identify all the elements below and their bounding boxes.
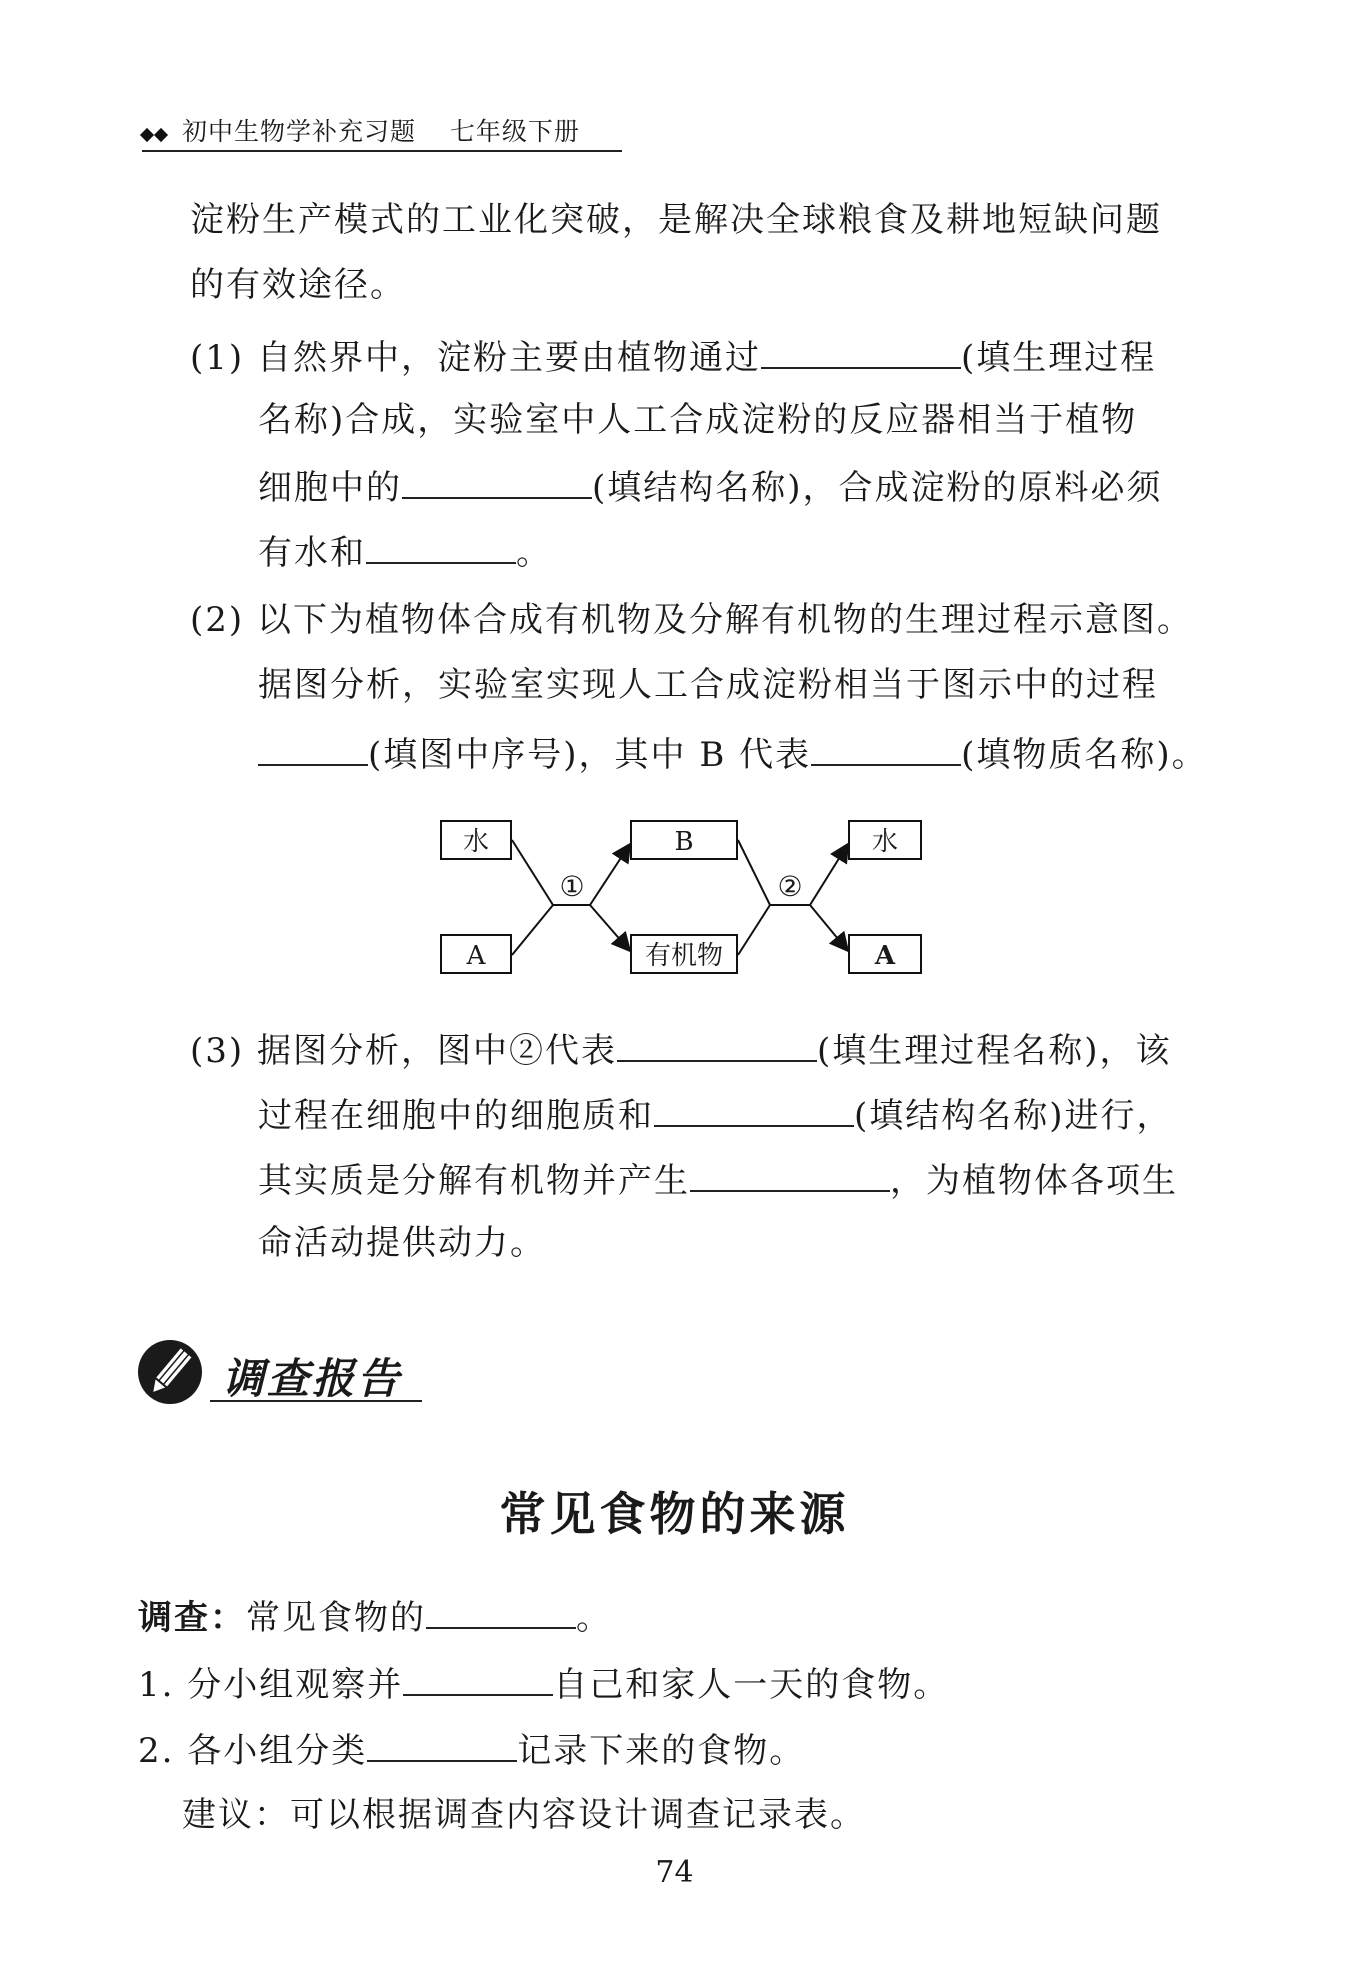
q2-text: (填图中序号)，其中 B 代表 — [368, 735, 812, 775]
survey-line — [138, 1595, 612, 1638]
q1-line-2: 名称)合成，实验室中人工合成淀粉的反应器相当于植物 — [258, 400, 1138, 440]
answer-blank[interactable] — [617, 1028, 817, 1062]
q3-line-3 — [258, 1158, 1178, 1201]
answer-blank[interactable] — [761, 335, 961, 369]
step-2-label: ② — [777, 870, 803, 903]
arrow-to-organic — [590, 905, 630, 951]
q3-line-1 — [190, 1028, 1172, 1071]
node-organic-matter: 有机物 — [630, 934, 738, 974]
running-header — [142, 112, 622, 152]
arrow-to-water — [810, 844, 848, 905]
q1-line-3 — [258, 465, 1163, 508]
q1-text: (填结构名称)，合成淀粉的原料必须 — [592, 468, 1163, 508]
node-b: B — [630, 820, 738, 860]
answer-blank[interactable] — [403, 1662, 553, 1696]
q2-line-1: (2) 以下为植物体合成有机物及分解有机物的生理过程示意图。 — [190, 600, 1193, 640]
q1-line-4 — [258, 530, 552, 573]
report-item-1 — [138, 1662, 949, 1705]
q2-line-3 — [258, 732, 1208, 775]
q3-text: (3) 据图分析，图中②代表 — [190, 1031, 617, 1071]
connector-line — [738, 840, 770, 905]
survey-label: 调查： — [138, 1598, 246, 1638]
q3-text: 其实质是分解有机物并产生 — [258, 1161, 690, 1201]
diamond-icon — [140, 128, 154, 142]
q2-line-2: 据图分析，实验室实现人工合成淀粉相当于图示中的过程 — [258, 665, 1158, 705]
item-text: 自己和家人一天的食物。 — [553, 1665, 950, 1705]
survey-text: 常见食物的 — [246, 1598, 426, 1638]
node-water-right: 水 — [848, 820, 922, 860]
book-title: 初中生物学补充习题 — [181, 117, 416, 146]
item-text: 1. 分小组观察并 — [138, 1665, 404, 1705]
answer-blank[interactable] — [258, 732, 368, 766]
q3-line-2 — [258, 1093, 1173, 1136]
answer-blank[interactable] — [402, 465, 592, 499]
pencil-badge-icon — [134, 1336, 214, 1406]
intro-line-2: 的有效途径。 — [190, 265, 406, 305]
survey-text: 。 — [576, 1598, 612, 1638]
q2-text: (填物质名称)。 — [961, 735, 1208, 775]
answer-blank[interactable] — [811, 732, 961, 766]
answer-blank[interactable] — [367, 1728, 517, 1762]
grade-label: 七年级下册 — [449, 117, 580, 146]
q1-line-1 — [190, 335, 1156, 378]
connector-line — [512, 905, 553, 955]
suggestion-line: 建议：可以根据调查内容设计调查记录表。 — [182, 1795, 866, 1835]
q3-text: (填生理过程名称)，该 — [816, 1031, 1172, 1071]
q1-text: (1) 自然界中，淀粉主要由植物通过 — [190, 338, 761, 378]
intro-line-1: 淀粉生产模式的工业化突破，是解决全球粮食及耕地短缺问题 — [190, 200, 1162, 240]
diamond-icon — [154, 128, 168, 142]
report-item-2 — [138, 1728, 805, 1771]
q1-text: 。 — [516, 533, 552, 573]
q1-text: 细胞中的 — [258, 468, 402, 508]
report-title: 常见食物的来源 — [499, 1487, 850, 1541]
q1-text: 有水和 — [258, 533, 366, 573]
q1-text: (填生理过程 — [960, 338, 1157, 378]
node-a-left: A — [440, 934, 512, 974]
q3-text: ，为植物体各项生 — [890, 1161, 1178, 1201]
q3-line-4: 命活动提供动力。 — [258, 1223, 546, 1263]
arrow-to-a — [810, 905, 848, 951]
answer-blank[interactable] — [654, 1093, 854, 1127]
answer-blank[interactable] — [426, 1595, 576, 1629]
answer-blank[interactable] — [690, 1158, 890, 1192]
answer-blank[interactable] — [366, 530, 516, 564]
process-diagram — [440, 820, 940, 995]
step-1-label: ① — [559, 870, 585, 903]
section-underline — [210, 1400, 422, 1402]
section-title: 调查报告 — [222, 1354, 403, 1403]
item-text: 记录下来的食物。 — [517, 1731, 806, 1771]
node-water-left: 水 — [440, 820, 512, 860]
connector-line — [512, 840, 553, 905]
item-text: 2. 各小组分类 — [138, 1731, 368, 1771]
q3-text: (填结构名称)进行， — [854, 1096, 1173, 1136]
node-a-right: A — [848, 934, 922, 974]
arrow-to-b — [590, 844, 630, 905]
page-number: 74 — [655, 1855, 694, 1890]
connector-line — [738, 905, 770, 955]
q3-text: 过程在细胞中的细胞质和 — [258, 1096, 654, 1136]
